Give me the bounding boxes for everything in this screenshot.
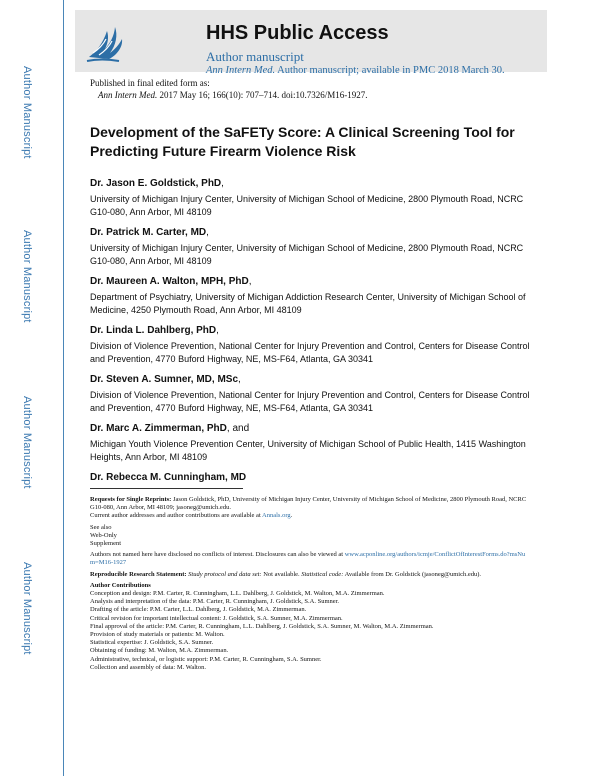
- author-entry: [90, 177, 530, 219]
- reprints-text: Jason Goldstick, PhD, University of Michigan Injury Center, University of Michigan School of Medicine, 2800 Plymouth Road, NCRC G10-080, Ann Arbor, MI 48109; jasoneg@umich.edu.: [90, 496, 527, 512]
- contribution-line: Collection and assembly of data: M. Walton.: [90, 663, 206, 671]
- author-affiliation: Division of Violence Prevention, National Center for Injury Prevention and Control, Centers for Disease Control and Prevention, 4770 Buford Highway, NE, MS-F64, Atlanta, GA 30341: [90, 390, 530, 413]
- web-only: Web-Only: [90, 531, 117, 539]
- sidebar-divider: [63, 0, 64, 776]
- contribution-line: Critical revision for important intellectual content: J. Goldstick, S.A. Sumner, M.A. Zimmerman.: [90, 614, 343, 622]
- current-addresses-text: Current author addresses and author contributions are available at: [90, 512, 261, 520]
- coi-text: Authors not named here have disclosed no conflicts of interest. Disclosures can also be viewed at: [90, 551, 344, 559]
- author-entry: [90, 226, 530, 268]
- author-entry: [90, 471, 530, 485]
- repro-label: Reproducible Research Statement:: [90, 570, 187, 578]
- author-entry: [90, 324, 530, 366]
- contribution-line: Drafting of the article: P.M. Carter, L.L. Dahlberg, J. Goldstick, M.A. Zimmerman.: [90, 606, 307, 614]
- sidebar-label: Author Manuscript: [21, 66, 33, 159]
- repro-study-label: Study protocol and data set:: [188, 570, 262, 578]
- author-name: Dr. Maureen A. Walton, MPH, PhD: [90, 276, 249, 287]
- availability-text: Author manuscript; available in PMC 2018 March 30.: [277, 65, 505, 76]
- reprints-label: Requests for Single Reprints:: [90, 496, 172, 503]
- citation-text: 2017 May 16; 166(10): 707–714. doi:10.7326/M16-1927.: [159, 90, 368, 100]
- footnotes: [90, 496, 530, 672]
- coi-link[interactable]: www.acponline.org/authors/icmje/ConflictOfInterestForms.do?msNum=M16-1927: [90, 551, 526, 567]
- author-affiliation: University of Michigan Injury Center, University of Michigan School of Medicine, 2800 Plymouth Road, NCRC G10-080, Ann Arbor, MI 48109: [90, 243, 524, 266]
- sidebar-label: Author Manuscript: [21, 562, 33, 655]
- author-name: Dr. Marc A. Zimmerman, PhD: [90, 423, 227, 434]
- current-addresses-note: Current author addresses and author contributions are available at Annals.org.: [90, 512, 293, 520]
- contribution-line: Provision of study materials or patients: M. Walton.: [90, 631, 225, 639]
- sidebar-label: Author Manuscript: [21, 396, 33, 489]
- hhs-header-banner: [75, 10, 547, 76]
- contribution-line: Analysis and interpretation of the data: P.M. Carter, R. Cunningham, J. Goldstick, S.A. Sumner.: [90, 598, 340, 606]
- repro-code-label: Statistical code:: [301, 570, 344, 578]
- published-journal: Ann Intern Med.: [98, 90, 158, 100]
- author-separator: ,: [216, 325, 219, 336]
- journal-name: Ann Intern Med.: [206, 65, 276, 76]
- author-entry: [90, 373, 530, 415]
- footnote-divider: [90, 488, 243, 489]
- author-separator: ,: [221, 178, 224, 189]
- author-separator: ,: [248, 276, 252, 287]
- reproducible-research-note: [90, 571, 530, 579]
- author-separator: , and: [226, 423, 250, 434]
- author-entry: [90, 275, 530, 317]
- coi-note: [90, 551, 530, 567]
- author-name: Dr. Jason E. Goldstick, PhD: [90, 178, 222, 189]
- availability-line: [206, 65, 505, 76]
- author-affiliation: Department of Psychiatry, University of Michigan Addiction Research Center, University of Michigan School of Medicine, 4250 Plymouth Road, Ann Arbor, MI 48109: [90, 292, 526, 315]
- contribution-line: Administrative, technical, or logistic support: P.M. Carter, R. Cunningham, S.A. Sumner.: [90, 655, 322, 663]
- author-name: Dr. Linda L. Dahlberg, PhD: [90, 325, 217, 336]
- author-name: Dr. Steven A. Sumner, MD, MSc: [90, 374, 239, 385]
- author-list: [90, 177, 530, 492]
- author-affiliation: Division of Violence Prevention, National Center for Injury Prevention and Control, Centers for Disease Control and Prevention, 4770 Buford Highway, NE, MS-F64, Atlanta, GA 30341: [90, 341, 530, 364]
- contributions-heading: Author Contributions: [90, 581, 151, 589]
- repro-study-value: Not available.: [263, 570, 300, 578]
- contribution-line: Conception and design: P.M. Carter, R. Cunningham, L.L. Dahlberg, J. Goldstick, M. Walton, M.A. Zimmerman.: [90, 590, 385, 598]
- contribution-line: Final approval of the article: P.M. Carter, R. Cunningham, L.L. Dahlberg, J. Goldstick, S.A. Sumner, M. Walton, M.A. Zimmerman.: [90, 622, 434, 630]
- see-also: See also: [90, 523, 112, 531]
- hhs-title: HHS Public Access: [206, 22, 389, 44]
- hhs-eagle-icon: [79, 15, 131, 67]
- author-entry: [90, 422, 530, 464]
- annals-link[interactable]: Annals.org: [262, 512, 291, 520]
- repro-code-value: Available from Dr. Goldstick (jasoneg@umich.edu).: [344, 570, 482, 578]
- contribution-line: Statistical expertise: J. Goldstick, S.A. Sumner.: [90, 639, 214, 647]
- article-title: Development of the SaFETy Score: A Clinical Screening Tool for Predicting Future Firearm Violence Risk: [90, 124, 515, 159]
- author-name: Dr. Rebecca M. Cunningham, MD: [90, 472, 247, 483]
- published-label: Published in final edited form as:: [90, 78, 210, 88]
- author-affiliation: University of Michigan Injury Center, University of Michigan School of Medicine, 2800 Plymouth Road, NCRC G10-080, Ann Arbor, MI 48109: [90, 194, 524, 217]
- published-citation: [98, 90, 367, 100]
- author-affiliation: Michigan Youth Violence Prevention Center, University of Michigan School of Public Health, 1415 Washington Heights, Ann Arbor, MI 48109: [90, 439, 526, 462]
- contribution-line: Obtaining of funding: M. Walton, M.A. Zimmerman.: [90, 647, 229, 655]
- sidebar-label: Author Manuscript: [21, 230, 33, 323]
- hhs-subtitle: Author manuscript: [206, 49, 304, 64]
- supplement: Supplement: [90, 540, 122, 548]
- reprints-note: [90, 496, 530, 512]
- author-separator: ,: [206, 227, 209, 238]
- author-name: Dr. Patrick M. Carter, MD: [90, 227, 207, 238]
- author-separator: ,: [238, 374, 241, 385]
